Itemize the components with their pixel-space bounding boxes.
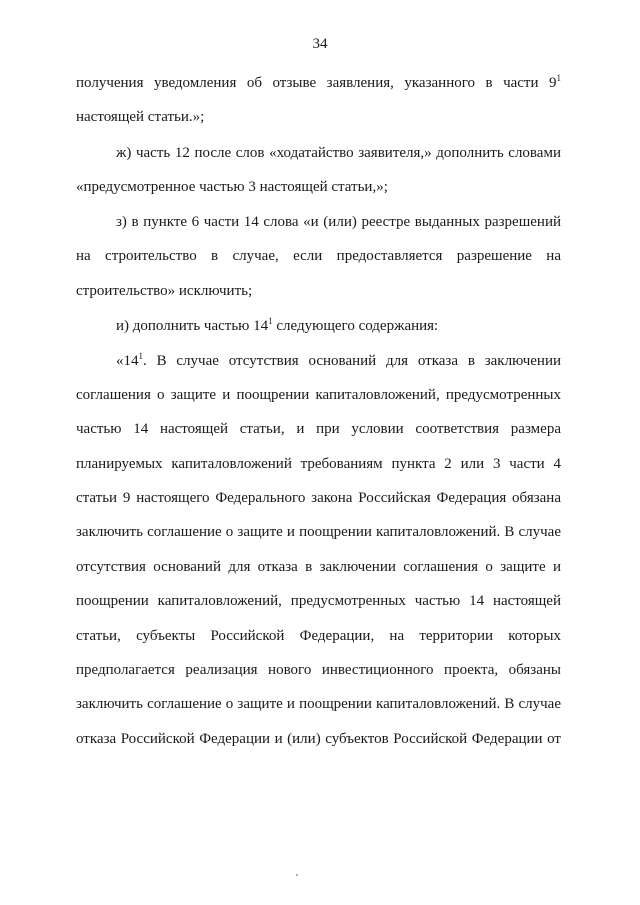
text-line	[116, 352, 561, 370]
text-line: статьи, субъекты Российской Федерации, на территории которых	[76, 628, 561, 644]
text-span: и) дополнить частью 14	[116, 318, 269, 334]
text-line: предполагается реализация нового инвестиционного проекта, обязаны	[76, 662, 561, 678]
superscript: 1	[138, 351, 143, 361]
text-line: строительство» исключить;	[76, 283, 253, 299]
text-line: статьи 9 настоящего Федерального закона Российская Федерация обязана	[76, 490, 561, 506]
text-span: . В случае отсутствия оснований для отказа в заключении	[143, 353, 561, 369]
text-line: з) в пункте 6 части 14 слова «и (или) реестре выданных разрешений	[116, 214, 561, 230]
text-line: поощрении капиталовложений, предусмотренных частью 14 настоящей	[76, 593, 561, 609]
page-number: 34	[312, 36, 328, 52]
text-line: частью 14 настоящей статьи, и при условии соответствия размера	[76, 421, 561, 437]
text-line: «предусмотренное частью 3 настоящей статьи,»;	[76, 179, 388, 195]
text-line: заключить соглашение о защите и поощрении капиталовложений. В случае	[76, 524, 561, 540]
superscript: 1	[268, 316, 273, 326]
text-span: получения уведомления об отзыве заявления, указанного в части 9	[76, 75, 557, 91]
text-line: ж) часть 12 после слов «ходатайство заявителя,» дополнить словами	[116, 145, 561, 161]
text-line	[76, 74, 561, 92]
superscript: 1	[556, 73, 561, 83]
text-line: настоящей статьи.»;	[76, 109, 205, 125]
text-span: «14	[116, 353, 139, 369]
text-line: соглашения о защите и поощрении капиталовложений, предусмотренных	[76, 387, 561, 403]
text-line: планируемых капиталовложений требованиям пункта 2 или 3 части 4	[76, 456, 561, 472]
scan-mark	[296, 874, 298, 876]
text-line: заключить соглашение о защите и поощрении капиталовложений. В случае	[76, 696, 561, 712]
text-line: отказа Российской Федерации и (или) субъектов Российской Федерации от	[76, 731, 561, 747]
text-line: на строительство в случае, если предоставляется разрешение на	[76, 248, 561, 264]
text-span: следующего содержания:	[272, 318, 439, 334]
text-line: отсутствия оснований для отказа в заключении соглашения о защите и	[76, 559, 561, 575]
text-line	[116, 317, 561, 335]
